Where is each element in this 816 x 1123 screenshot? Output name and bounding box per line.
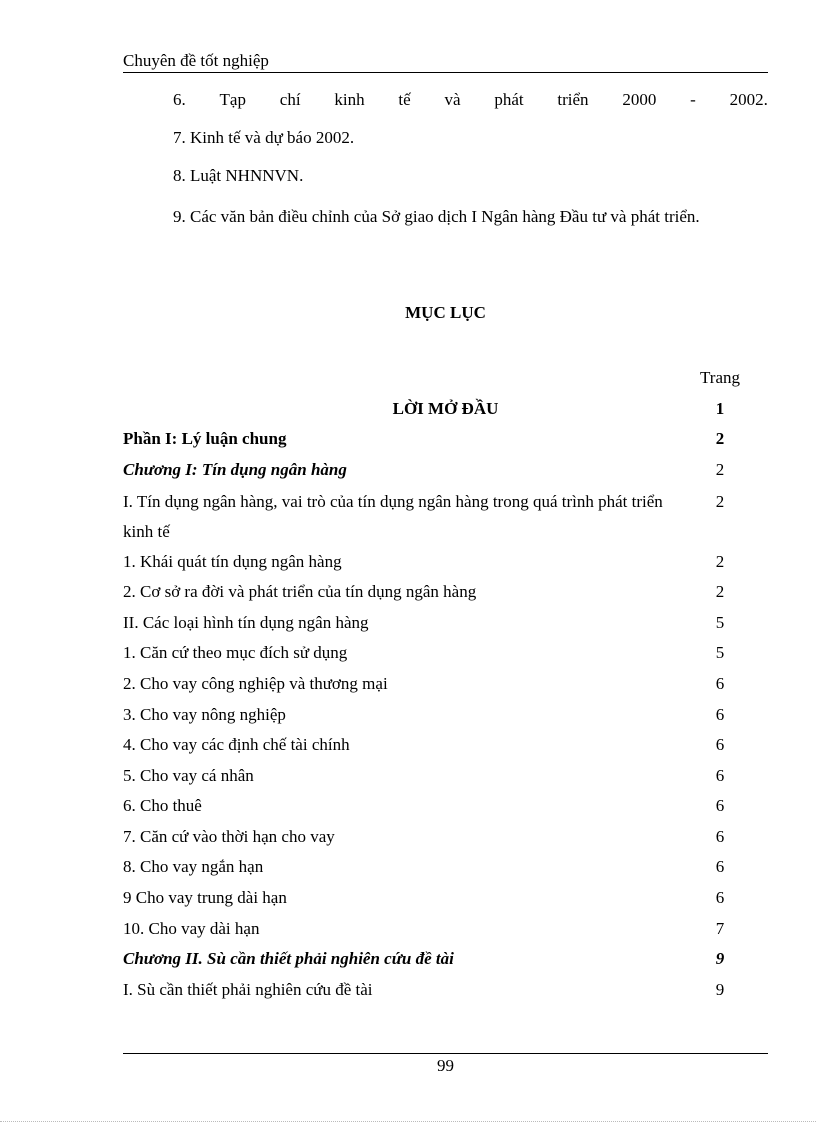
toc-entry-page: 2 [715, 582, 725, 601]
page-number: 99 [437, 1056, 454, 1075]
footer-divider [123, 1053, 768, 1054]
ref-word: Tạp [219, 90, 246, 109]
toc-entry-text: 7. Căn cứ vào thời hạn cho vay [123, 827, 335, 846]
toc-entry-page: 2 [715, 552, 725, 571]
toc-entry-text: I. Sù cần thiết phải nghiên cứu đề tài [123, 980, 373, 999]
toc-entry-page: 9 [715, 980, 725, 999]
toc-entry-text: 3. Cho vay nông nghiệp [123, 705, 286, 724]
reference-8: 8. Luật NHNNVN. [173, 166, 304, 185]
toc-entry-page: 2 [715, 429, 725, 448]
page-header [123, 50, 768, 73]
toc-entry-page: 6 [715, 705, 725, 724]
toc-entry-page: 1 [715, 399, 725, 418]
toc-entry-text: Chương I: Tín dụng ngân hàng [123, 460, 347, 479]
toc-entry-text: 9 Cho vay trung dài hạn [123, 888, 287, 907]
toc-entry-text: 8. Cho vay ngắn hạn [123, 857, 264, 876]
toc-entry-text: 5. Cho vay cá nhân [123, 766, 254, 785]
toc-entry-page: 6 [715, 735, 725, 754]
toc-entry-page: 2 [715, 492, 725, 511]
toc-entry-text: LỜI MỞ ĐẦU [392, 399, 499, 418]
ref-word: chí [279, 90, 301, 109]
toc-entry-text: 2. Cho vay công nghiệp và thương mại [123, 674, 388, 693]
toc-entry-text: 1. Căn cứ theo mục đích sử dụng [123, 643, 348, 662]
toc-entry-text: 2. Cơ sở ra đời và phát triển của tín dụng ngân hàng [123, 582, 477, 601]
reference-9: 9. Các văn bản điều chỉnh của Sở giao dịch I Ngân hàng Đầu tư và phát triển. [173, 207, 700, 226]
toc-entry-text: 10. Cho vay dài hạn [123, 919, 260, 938]
ref-word: 2002. [729, 90, 768, 109]
toc-entry-text: 1. Khái quát tín dụng ngân hàng [123, 552, 342, 571]
page-bottom-border [0, 1121, 816, 1122]
toc-page-column-header: Trang [700, 368, 740, 387]
toc-entry-page: 6 [715, 827, 725, 846]
toc-entry-text: I. Tín dụng ngân hàng, vai trò của tín dụng ngân hàng trong quá trình phát triển kinh tế [123, 492, 663, 541]
toc-entry-text: Chương II. Sù cần thiết phải nghiên cứu đề tài [123, 949, 454, 968]
toc-entry-page: 5 [715, 643, 725, 662]
toc-entry-page: 6 [715, 674, 725, 693]
toc-entry-page: 6 [715, 888, 725, 907]
toc-entry-text: 6. Cho thuê [123, 796, 202, 815]
toc-entry-page: 5 [715, 613, 725, 632]
toc-entry-page: 2 [715, 460, 725, 479]
ref-word: - [690, 90, 696, 109]
toc-title: MỤC LỤC [405, 303, 486, 322]
toc-entry-page: 7 [715, 919, 725, 938]
toc-entry-page: 6 [715, 766, 725, 785]
ref-word: 2000 [622, 90, 657, 109]
toc-entry-page: 6 [715, 796, 725, 815]
toc-entry-page: 6 [715, 857, 725, 876]
toc-entry-text: II. Các loại hình tín dụng ngân hàng [123, 613, 369, 632]
toc-entry-page: 9 [715, 949, 725, 968]
toc-entry-text: Phần I: Lý luận chung [123, 429, 287, 448]
ref-word: phát [494, 90, 524, 109]
reference-6 [123, 88, 768, 112]
ref-word: 6. [173, 90, 186, 109]
ref-word: và [444, 90, 461, 109]
toc-entry-text: 4. Cho vay các định chế tài chính [123, 735, 350, 754]
reference-7: 7. Kinh tế và dự báo 2002. [173, 128, 355, 147]
ref-word: triển [557, 90, 589, 109]
header-title: Chuyên đề tốt nghiệp [123, 51, 269, 70]
ref-word: kinh [334, 90, 365, 109]
ref-word: tế [398, 90, 411, 109]
